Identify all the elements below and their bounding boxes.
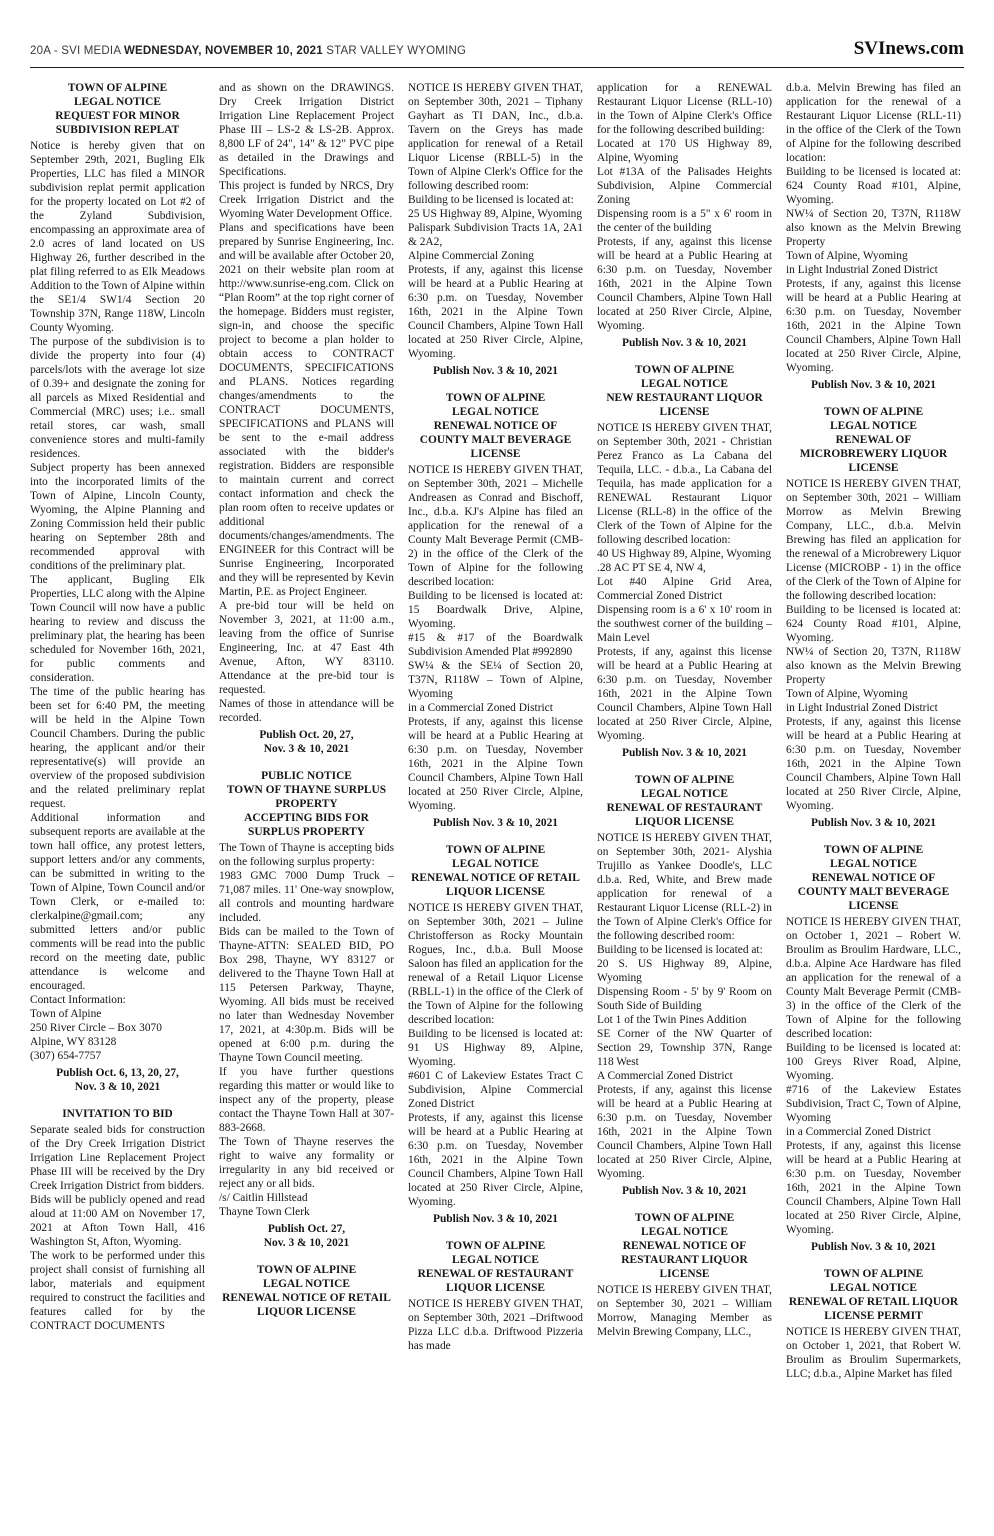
notice-heading-line: REQUEST FOR MINOR: [55, 110, 180, 122]
notice-heading-line: RESTAURANT LIQUOR: [621, 1254, 748, 1266]
notice-heading-line: PUBLIC NOTICE: [261, 770, 352, 782]
notice-heading-line: TOWN OF ALPINE: [634, 1212, 735, 1224]
notice-lines-line: (307) 654-7757: [30, 1050, 102, 1062]
notice-heading-line: LEGAL NOTICE: [829, 420, 918, 432]
notice-paragraph: 25 US Highway 89, Alpine, Wyoming: [408, 208, 583, 220]
publish-date-line: Nov. 3 & 10, 2021: [74, 1081, 161, 1093]
region-label: STAR VALLEY WYOMING: [326, 45, 467, 57]
notice-paragraph: d.b.a. Melvin Brewing has filed an application for the renewal of a Restaurant Liquor License (RLL-11) in the office of the Clerk of the Town of Alpine for the following described location:: [786, 82, 961, 164]
notice-heading-line: TOWN OF ALPINE: [67, 82, 168, 94]
notice-paragraph: 1983 GMC 7000 Dump Truck – 71,087 miles. 11' One-way snowplow, all controls and mounting hardware included.: [219, 870, 394, 924]
notice-paragraph: The Town of Thayne reserves the right to waive any formality or irregularity in any bid received or reject any or all bids.: [219, 1136, 394, 1190]
publish-date-line: Publish Nov. 3 & 10, 2021: [621, 1185, 747, 1197]
notice-paragraph: #716 of the Lakeview Estates Subdivision, Tract C, Town of Alpine, Wyoming: [786, 1084, 961, 1124]
notice-heading-line: TOWN OF ALPINE: [823, 406, 924, 418]
publish-date: [597, 1184, 772, 1198]
notice-paragraph: Separate sealed bids for construction of the Dry Creek Irrigation District Irrigation Line Replacement Project Phase III will be received by the Dry Creek Irrigation District from bidders.: [30, 1124, 205, 1192]
notice-heading-line: MICROBREWERY LIQUOR: [799, 448, 948, 460]
notice-paragraph: and as shown on the DRAWINGS. Dry Creek Irrigation District Irrigation Line Replacement Project Phase III – LS-2 & LS-2B. Approx. 8,800 LF of 24", 14" & 12" PVC pipe as detailed in the Drawings and Specifications.: [219, 82, 394, 178]
notice-paragraph: Protests, if any, against this license will be heard at a Public Hearing at 6:30 p.m. on Tuesday, November 16th, 2021 in the Alpine Town Council Chambers, Alpine Town Hall located at 250 River Circle, Alpine, Wyoming.: [786, 1140, 961, 1236]
notice-paragraph: .28 AC PT SE 4, NW 4,: [597, 562, 706, 574]
notice-heading-line: LIQUOR LICENSE: [445, 886, 546, 898]
news-column-1: [30, 81, 205, 1531]
notice-paragraph: in Light Industrial Zoned District: [786, 702, 938, 714]
notice-heading: [219, 769, 394, 839]
notice-heading-line: LICENSE: [470, 448, 521, 460]
notice-paragraph: Palispark Subdivision Tracts 1A, 2A1 & 2A2,: [408, 222, 583, 248]
notice-paragraph: Notice is hereby given that on September 29th, 2021, Bugling Elk Properties, LLC has filed a MINOR subdivision replat permit application for the property located on Lot #2 of the Zyland Subdivision, encompassing an approximate area of 2.0 acres of land located on US Highway 26, further described in the plat filing referred to as Elk Meadows Addition to the Town of Alpine within the SE1/4 SW1/4 Section 20 Township 37N, Range 118W, Lincoln County Wyoming.: [30, 140, 205, 334]
notice-heading-line: RENEWAL OF RESTAURANT: [417, 1268, 574, 1280]
page-header: [30, 38, 964, 68]
notice-paragraph: Building to be licensed is located at: 624 County Road #101, Alpine, Wyoming.: [786, 166, 961, 206]
notice-heading-line: TOWN OF ALPINE: [823, 1268, 924, 1280]
notice-heading-line: TOWN OF ALPINE: [445, 392, 546, 404]
notice-paragraph: NOTICE IS HEREBY GIVEN THAT, on September 30th, 2021 – Tiphany Gayhart as TI DAN, Inc., d.b.a. Tavern on the Greys has made application for renewal of a Retail Liquor License (RBLL-5) in the Town of Alpine Clerk's Office for the following described room:: [408, 82, 583, 192]
notice-heading: [30, 81, 205, 137]
notice-paragraph: #601 C of Lakeview Estates Tract C Subdivision, Alpine Commercial Zoned District: [408, 1070, 583, 1110]
notice-paragraph: Bids can be mailed to the Town of Thayne-ATTN: SEALED BID, PO Box 298, Thayne, WY 83127 or delivered to the Thayne Town Hall at 115 Petersen Parkway, Thayne, Wyoming. All bids must be received no later than Wednesday November 17, 2021, at 4:30p.m. Bids will be opened at 6:00 p.m. during the Thayne Town Council meeting.: [219, 926, 394, 1064]
notice-paragraph: Lot 1 of the Twin Pines Addition: [597, 1014, 747, 1026]
notice-heading-line: RENEWAL OF: [835, 434, 912, 446]
notice-paragraph: Building to be licensed is located at: 100 Greys River Road, Alpine, Wyoming.: [786, 1042, 961, 1082]
notice-heading: [786, 1267, 961, 1323]
notice-paragraph: NW¼ of Section 20, T37N, R118W also known as the Melvin Brewing Property: [786, 646, 961, 686]
notice-heading: [597, 363, 772, 419]
notice-heading-line: LICENSE PERMIT: [824, 1310, 923, 1322]
news-column-5: [786, 81, 961, 1531]
publish-date-line: Nov. 3 & 10, 2021: [263, 743, 350, 755]
notice-heading: [786, 843, 961, 913]
notice-paragraph: Building to be licensed is located at:: [597, 944, 763, 956]
notice-lines-line: Thayne Town Clerk: [219, 1206, 310, 1218]
notice-heading-line: ACCEPTING BIDS FOR: [244, 812, 369, 824]
notice-paragraph: 40 US Highway 89, Alpine, Wyoming: [597, 548, 772, 560]
publish-date-line: Publish Oct. 20, 27,: [259, 729, 354, 741]
notice-paragraph: Town of Alpine, Wyoming: [786, 250, 908, 262]
notice-heading-line: SURPLUS PROPERTY: [248, 826, 365, 838]
notice-heading-line: LICENSE: [659, 1268, 710, 1280]
publish-date: [408, 364, 583, 378]
edition-label: 20A - SVI MEDIA: [30, 45, 121, 57]
notice-paragraph: Additional information and subsequent reports are available at the town hall office, any protest letters, support letters and/or any comments, can be submitted in writing to the Town of Alpine, Town Council and/or Town Clerk, or e-mailed to: clerkalpine@gmail.com; any submitted letters and/or public comments will be read into the public record on the meeting date, public attendance is welcome and encouraged.: [30, 812, 205, 992]
notice-heading-line: LEGAL NOTICE: [640, 788, 729, 800]
notice-heading: [408, 1239, 583, 1295]
notice-heading-line: RENEWAL OF RESTAURANT: [606, 802, 763, 814]
publish-date-line: Nov. 3 & 10, 2021: [263, 1237, 350, 1249]
notice-heading-line: LEGAL NOTICE: [451, 858, 540, 870]
publish-date: [597, 336, 772, 350]
publish-date: [786, 1240, 961, 1254]
notice-paragraph: Protests, if any, against this license will be heard at a Public Hearing at 6:30 p.m. on Tuesday, November 16th, 2021 in the Alpine Town Council Chambers, Alpine Town Hall located at 250 River Circle, Alpine, Wyoming.: [597, 646, 772, 742]
notice-heading-line: LEGAL NOTICE: [451, 406, 540, 418]
notice-paragraph: Dispensing Room - 5' by 9' Room on South Side of Building: [597, 986, 772, 1012]
notice-heading-line: RENEWAL OF RETAIL LIQUOR: [788, 1296, 959, 1308]
notice-paragraph: NOTICE IS HEREBY GIVEN THAT, on September 30th, 2021 – Juline Christofferson as Rocky Mountain Rogues, Inc., d.b.a. Bull Moose Saloon has filed an application for the renewal of a Retail Liquor License (RBLL-1) in the office of the Clerk of the Town of Alpine for the following described location:: [408, 902, 583, 1026]
notice-paragraph: Building to be licensed is located at: 15 Boardwalk Drive, Alpine, Wyoming.: [408, 590, 583, 630]
notice-paragraph: Building to be licensed is located at: 624 County Road #101, Alpine, Wyoming.: [786, 604, 961, 644]
notice-heading: [408, 391, 583, 461]
publish-date-line: Publish Nov. 3 & 10, 2021: [621, 747, 747, 759]
publish-date-line: Publish Oct. 6, 13, 20, 27,: [56, 1067, 179, 1079]
notice-paragraph: NOTICE IS HEREBY GIVEN THAT, on September 30th, 2021- Alyshia Trujillo as Yankee Doodle's, LLC d.b.a. Red, White, and Brew made application for renewal of a Restaurant Liquor License (RLL-2) in the Town of Alpine Clerk's Office for the following described room:: [597, 832, 772, 942]
notice-paragraph: Alpine Commercial Zoning: [408, 250, 534, 262]
notice-heading-line: COUNTY MALT BEVERAGE: [797, 886, 950, 898]
publish-date-line: Publish Nov. 3 & 10, 2021: [810, 379, 936, 391]
notice-heading-line: TOWN OF THAYNE SURPLUS: [226, 784, 387, 796]
notice-heading-line: INVITATION TO BID: [62, 1108, 173, 1120]
notice-heading-line: RENEWAL NOTICE OF: [622, 1240, 747, 1252]
notice-heading-line: LICENSE: [848, 462, 899, 474]
notice-heading-line: LEGAL NOTICE: [73, 96, 162, 108]
notice-paragraph: SW¼ & the SE¼ of Section 20, T37N, R118W – Town of Alpine, Wyoming: [408, 660, 583, 700]
notice-paragraph: Names of those in attendance will be recorded.: [219, 698, 394, 724]
notice-lines: [30, 993, 205, 1063]
notice-paragraph: A pre-bid tour will be held on November 3, 2021, at 11:00 a.m., leaving from the office of Sunrise Engineering, Inc. at 47 East 4th Avenue, Afton, WY 83110. Attendance at the pre-bid tour is requested.: [219, 600, 394, 696]
notice-paragraph: NW¼ of Section 20, T37N, R118W also known as the Melvin Brewing Property: [786, 208, 961, 248]
notice-paragraph: NOTICE IS HEREBY GIVEN THAT, on September 30th, 2021 - Christian Perez Franco as La Cabana del Tequila, LLC. - d.b.a., La Cabana del Tequila, has made application for a RENEWAL Restaurant Liquor License (RLL-8) in the office of the Clerk of the Town of Alpine for the following described location:: [597, 422, 772, 546]
notice-paragraph: Located at 170 US Highway 89, Alpine, Wyoming: [597, 138, 772, 164]
notice-paragraph: The work to be performed under this project shall consist of furnishing all labor, materials and equipment required to construct the facilities and features called for by the CONTRACT DOCUMENTS: [30, 1250, 205, 1332]
notice-paragraph: Town of Alpine, Wyoming: [786, 688, 908, 700]
notice-paragraph: Subject property has been annexed into the incorporated limits of the Town of Alpine, Lincoln County, Wyoming, the Alpine Planning and Zoning Commission held their public hearing on September 28th and recommended approval with conditions of the preliminary plat.: [30, 462, 205, 572]
notice-heading: [597, 773, 772, 829]
notice-paragraph: NOTICE IS HEREBY GIVEN THAT, on October 1, 2021, that Robert W. Broulim as Broulim Supermarkets, LLC; d.b.a., Alpine Market has filed: [786, 1326, 961, 1380]
notice-heading-line: LEGAL NOTICE: [451, 1254, 540, 1266]
publish-date-line: Publish Nov. 3 & 10, 2021: [432, 365, 558, 377]
notice-heading-line: LEGAL NOTICE: [640, 1226, 729, 1238]
notice-paragraph: Protests, if any, against this license will be heard at a Public Hearing at 6:30 p.m. on Tuesday, November 16th, 2021 in the Alpine Town Council Chambers, Alpine Town Hall located at 250 River Circle, Alpine, Wyoming.: [408, 264, 583, 360]
notice-heading: [408, 843, 583, 899]
notice-paragraph: NOTICE IS HEREBY GIVEN THAT, on September 30th, 2021 – Michelle Andreasen as Conrad and Bischoff, Inc., d.b.a. KJ's Alpine has filed an application for the renewal of a County Malt Beverage Permit (CMB-2) in the office of the Clerk of the Town of Alpine for the following described location:: [408, 464, 583, 588]
notice-paragraph: Bids will be publicly opened and read aloud at 11:00 AM on November 17, 2021 at Afton Town Hall, 416 Washington St, Afton, Wyoming.: [30, 1194, 205, 1248]
notice-paragraph: #15 & #17 of the Boardwalk Subdivision Amended Plat #992890: [408, 632, 583, 658]
notice-heading: [30, 1107, 205, 1121]
notice-paragraph: application for a RENEWAL Restaurant Liquor License (RLL-10) in the Town of Alpine Clerk's Office for the following described building:: [597, 82, 772, 136]
notice-heading-line: TOWN OF ALPINE: [634, 364, 735, 376]
notice-heading-line: COUNTY MALT BEVERAGE: [419, 434, 572, 446]
notice-heading-line: RENEWAL NOTICE OF: [433, 420, 558, 432]
notice-paragraph: Protests, if any, against this license will be heard at a Public Hearing at 6:30 p.m. on Tuesday, November 16th, 2021 in the Alpine Town Council Chambers, Alpine Town Hall located at 250 River Circle, Alpine, Wyoming.: [408, 1112, 583, 1208]
notice-paragraph: Protests, if any, against this license will be heard at a Public Hearing at 6:30 p.m. on Tuesday, November 16th, 2021 in the Alpine Town Council Chambers, Alpine Town Hall located at 250 River Circle, Alpine, Wyoming.: [786, 278, 961, 374]
notice-paragraph: Protests, if any, against this license will be heard at a Public Hearing at 6:30 p.m. on Tuesday, November 16th, 2021 in the Alpine Town Council Chambers, Alpine Town Hall located at 250 River Circle, Alpine, Wyoming.: [597, 236, 772, 332]
notice-heading-line: LEGAL NOTICE: [640, 378, 729, 390]
publish-date-line: Publish Nov. 3 & 10, 2021: [810, 817, 936, 829]
notice-paragraph: Lot #40 Alpine Grid Area, Commercial Zoned District: [597, 576, 772, 602]
notice-heading-line: LIQUOR LICENSE: [256, 1306, 357, 1318]
notice-paragraph: The time of the public hearing has been set for 6:40 PM, the meeting will be held in the Alpine Town Council Chambers. During the public hearing, the applicant and/or their representative(s) will provide an overview of the proposed subdivision and the related preliminary replat request.: [30, 686, 205, 810]
notice-heading-line: PROPERTY: [275, 798, 338, 810]
notice-heading-line: RENEWAL NOTICE OF RETAIL: [222, 1292, 391, 1304]
columns: [30, 81, 964, 1531]
publish-date: [219, 728, 394, 756]
notice-heading-line: RENEWAL NOTICE OF: [811, 872, 936, 884]
news-column-2: [219, 81, 394, 1531]
publish-date: [786, 816, 961, 830]
notice-heading-line: LICENSE: [848, 900, 899, 912]
notice-heading-line: LEGAL NOTICE: [829, 1282, 918, 1294]
notice-paragraph: in a Commercial Zoned District: [408, 702, 553, 714]
notice-paragraph: The purpose of the subdivision is to divide the property into four (4) parcels/lots with the average lot size of 0.39+ and designate the zoning for all parcels as Mixed Residential and Commercial (MRC) uses; i.e.. small retail stores, car wash, small convenience stores and multi-family residences.: [30, 336, 205, 460]
notice-heading-line: NEW RESTAURANT LIQUOR: [606, 392, 763, 404]
notice-lines-line: Town of Alpine: [30, 1008, 102, 1020]
publish-date: [408, 1212, 583, 1226]
notice-paragraph: NOTICE IS HEREBY GIVEN THAT, on September 30th, 2021 – William Morrow as Melvin Brewing Company, LLC., d.b.a. Melvin Brewing has filed an application for the renewal of a Microbrewery Liquor License (MICROBP - 1) in the office of the Clerk of the Town of Alpine for the following described location:: [786, 478, 961, 602]
notice-lines: [219, 1191, 394, 1219]
publish-date-line: Publish Oct. 27,: [267, 1223, 346, 1235]
notice-paragraph: Building to be licensed is located at:: [408, 194, 574, 206]
notice-lines-line: Contact Information:: [30, 994, 126, 1006]
notice-paragraph: A Commercial Zoned District: [597, 1070, 733, 1082]
notice-paragraph: Dispensing room is a 6' x 10' room in the southwest corner of the building – Main Level: [597, 604, 772, 644]
notice-paragraph: NOTICE IS HEREBY GIVEN THAT, on September 30th, 2021 –Driftwood Pizza LLC d.b.a. Driftwood Pizzeria has made: [408, 1298, 583, 1352]
notice-heading-line: SUBDIVISION REPLAT: [55, 124, 180, 136]
notice-lines-line: /s/ Caitlin Hillstead: [219, 1192, 308, 1204]
notice-paragraph: NOTICE IS HEREBY GIVEN THAT, on October 1, 2021 – Robert W. Broulim as Broulim Hardware, LLC., d.b.a. Alpine Ace Hardware has filed an application for the renewal of a County Malt Beverage Permit (CMB-3) in the office of the Clerk of the Town of Alpine for the following described location:: [786, 916, 961, 1040]
notice-paragraph: in a Commercial Zoned District: [786, 1126, 931, 1138]
publish-date: [219, 1222, 394, 1250]
notice-paragraph: This project is funded by NRCS, Dry Creek Irrigation District and the Wyoming Water Development Office.: [219, 180, 394, 220]
publish-date-line: Publish Nov. 3 & 10, 2021: [621, 337, 747, 349]
notice-heading-line: LICENSE: [659, 406, 710, 418]
notice-heading-line: TOWN OF ALPINE: [256, 1264, 357, 1276]
notice-heading: [597, 1211, 772, 1281]
notice-heading-line: LIQUOR LICENSE: [445, 1282, 546, 1294]
notice-paragraph: Dispensing room is a 5" x 6' room in the center of the building: [597, 208, 772, 234]
notice-paragraph: in Light Industrial Zoned District: [786, 264, 938, 276]
notice-heading-line: TOWN OF ALPINE: [823, 844, 924, 856]
notice-paragraph: The applicant, Bugling Elk Properties, LLC along with the Alpine Town Council will now have a public hearing to review and discuss the preliminary plat, the hearing has been scheduled for November 16th, 2021, for public comments and consideration.: [30, 574, 205, 684]
notice-heading-line: TOWN OF ALPINE: [634, 774, 735, 786]
publish-date-line: Publish Nov. 3 & 10, 2021: [432, 1213, 558, 1225]
notice-heading-line: LIQUOR LICENSE: [634, 816, 735, 828]
notice-paragraph: Building to be licensed is located at: 91 US Highway 89, Alpine, Wyoming.: [408, 1028, 583, 1068]
notice-paragraph: SE Corner of the NW Quarter of Section 29, Township 37N, Range 118 West: [597, 1028, 772, 1068]
notice-heading: [786, 405, 961, 475]
notice-paragraph: If you have further questions regarding this matter or would like to inspect any of the property, please contact the Thayne Town Hall at 307-883-2668.: [219, 1066, 394, 1134]
notice-lines-line: Alpine, WY 83128: [30, 1036, 117, 1048]
news-column-4: [597, 81, 772, 1531]
notice-paragraph: Protests, if any, against this license will be heard at a Public Hearing at 6:30 p.m. on Tuesday, November 16th, 2021 in the Alpine Town Council Chambers, Alpine Town Hall located at 250 River Circle, Alpine, Wyoming.: [786, 716, 961, 812]
notice-paragraph: NOTICE IS HEREBY GIVEN THAT, on September 30, 2021 – William Morrow, Managing Member as Melvin Brewing Company, LLC.,: [597, 1284, 772, 1338]
notice-heading: [219, 1263, 394, 1319]
notice-heading-line: LEGAL NOTICE: [829, 858, 918, 870]
notice-heading-line: LEGAL NOTICE: [262, 1278, 351, 1290]
notice-paragraph: Protests, if any, against this license will be heard at a Public Hearing at 6:30 p.m. on Tuesday, November 16th, 2021 in the Alpine Town Council Chambers, Alpine Town Hall located at 250 River Circle, Alpine, Wyoming.: [408, 716, 583, 812]
notice-heading-line: RENEWAL NOTICE OF RETAIL: [411, 872, 580, 884]
page-folio: [30, 45, 466, 57]
publish-date-line: Publish Nov. 3 & 10, 2021: [432, 817, 558, 829]
notice-paragraph: Lot #13A of the Palisades Heights Subdivision, Alpine Commercial Zoning: [597, 166, 772, 206]
notice-paragraph: 20 S. US Highway 89, Alpine, Wyoming: [597, 958, 772, 984]
publish-date: [30, 1066, 205, 1094]
notice-paragraph: Protests, if any, against this license will be heard at a Public Hearing at 6:30 p.m. on Tuesday, November 16th, 2021 in the Alpine Town Council Chambers, Alpine Town Hall located at 250 River Circle, Alpine, Wyoming.: [597, 1084, 772, 1180]
publish-date: [408, 816, 583, 830]
publish-date-line: Publish Nov. 3 & 10, 2021: [810, 1241, 936, 1253]
notice-lines-line: 250 River Circle – Box 3070: [30, 1022, 162, 1034]
notice-paragraph: The Town of Thayne is accepting bids on the following surplus property:: [219, 842, 394, 868]
publish-date: [597, 746, 772, 760]
notice-heading-line: TOWN OF ALPINE: [445, 1240, 546, 1252]
news-column-3: [408, 81, 583, 1531]
site-url: SVInews.com: [853, 38, 964, 59]
notice-paragraph: Plans and specifications have been prepared by Sunrise Engineering, Inc. and will be available after October 20, 2021 on their website plan room at http://www.sunrise-eng.com. Click on “Plan Room” at the top right corner of the homepage. Bidders must register, sign-in, and choose the specific project to become a plan holder to obtain access to CONTRACT DOCUMENTS, SPECIFICATIONS and PLANS. Notices regarding changes/amendments to the CONTRACT DOCUMENTS, SPECIFICATIONS and PLANS will be sent to the e-mail address associated with the bidder's registration. Bidders are responsible to maintain current and correct contact information and check the plan room often to receive updates or additional documents/changes/amendments. The ENGINEER for this Contract will be Sunrise Engineering, Incorporated and they will be represented by Kevin Martin, P.E. as Project Engineer.: [219, 222, 394, 598]
publish-date: [786, 378, 961, 392]
issue-date: WEDNESDAY, NOVEMBER 10, 2021: [123, 45, 323, 57]
notice-heading-line: TOWN OF ALPINE: [445, 844, 546, 856]
